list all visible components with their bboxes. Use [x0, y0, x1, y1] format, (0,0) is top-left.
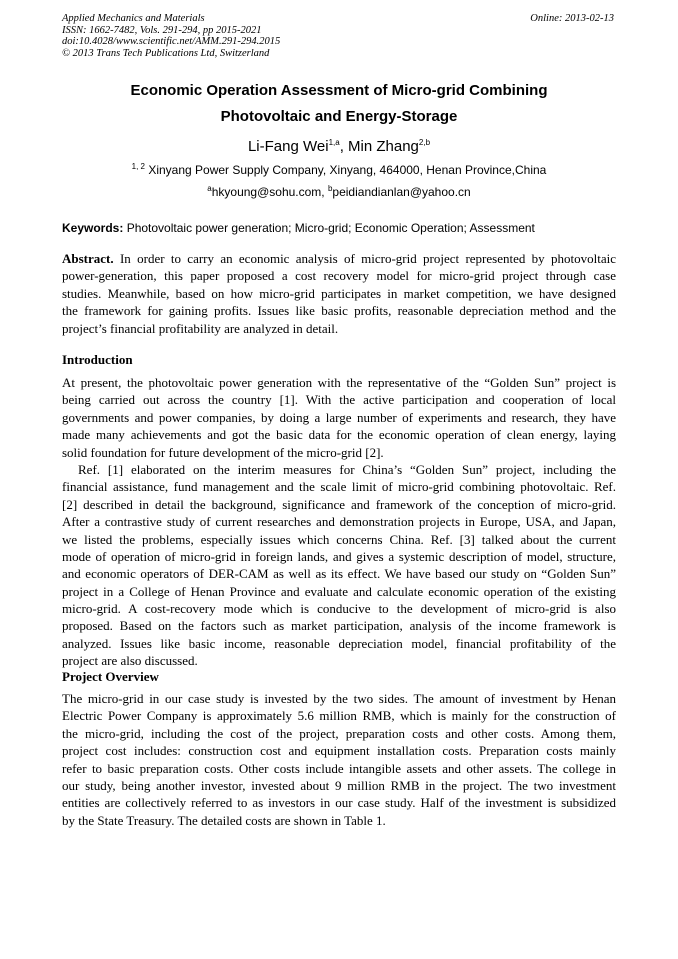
overview-line: our study, being another investor, invested about 9 million RMB in the project. The two investment [62, 777, 616, 793]
intro-line: mode of operation of micro-grid in foreign lands, and gives a systemic description of model, structure, [62, 548, 616, 564]
email-b-marker: b [327, 184, 333, 193]
journal-header [62, 13, 422, 59]
affiliation [62, 162, 616, 178]
author-1-name: Li-Fang Wei [247, 138, 329, 155]
author-2-affil-marker: 2,b [418, 138, 431, 147]
intro-line: solid foundation for future development of the micro-grid [2]. [62, 444, 384, 460]
email-b[interactable]: peidiandianlan@yahoo.cn [332, 185, 471, 199]
affiliation-text: Xinyang Power Supply Company, Xinyang, 464000, Henan Province,China [144, 163, 547, 177]
email-a-marker: a [207, 184, 212, 193]
author-emails [62, 184, 616, 200]
intro-line: being carried out across the country [1]. With the active participation and cooperation of local [62, 392, 616, 408]
intro-line: and economic operators of DER-CAM as well as its effect. We have based our study on “Golden Sun” [62, 566, 616, 582]
journal-name: Applied Mechanics and Materials [62, 13, 205, 24]
abstract-line-text: In order to carry an economic analysis of micro-grid project represented by photovoltaic [113, 251, 616, 266]
intro-line: financial assistance, fund management and the scale limit of micro-grid combining photovoltaic. Ref. [62, 479, 616, 495]
keywords [62, 220, 616, 236]
intro-line: made many achievements and got the basic data for the economic operation of clean energy, laying [62, 427, 616, 443]
issn-line: ISSN: 1662-7482, Vols. 291-294, pp 2015-2021 [62, 24, 262, 36]
paper-title-line-2: Photovoltaic and Energy-Storage [220, 108, 458, 125]
intro-line: we listed the problems, especially issues which concerns China. Ref. [3] talked about the current [62, 531, 616, 547]
abstract-label: Abstract. [62, 251, 114, 266]
overview-line: by the State Treasury. The detailed costs are shown in Table 1. [62, 812, 386, 828]
keywords-text: Photovoltaic power generation; Micro-grid; Economic Operation; Assessment [123, 221, 535, 235]
intro-line: governments and power companies, by doing a large number of experiments and research, they have [62, 409, 616, 425]
overview-line: project cost includes: construction cost and equipment installation costs. Preparation costs mainly [62, 743, 616, 759]
author-2-name: Min Zhang [348, 138, 419, 155]
doi-line[interactable]: doi:10.4028/www.scientific.net/AMM.291-294.2015 [62, 36, 281, 48]
introduction-heading: Introduction [62, 352, 133, 367]
abstract-line [62, 250, 616, 267]
online-date: Online: 2013-02-13 [530, 13, 614, 24]
copyright-line: © 2013 Trans Tech Publications Ltd, Switzerland [62, 47, 270, 59]
abstract [62, 250, 616, 337]
author-list [62, 137, 616, 157]
overview-line: refer to basic preparation costs. Other costs include intangible assets and other assets. The college in [62, 760, 616, 776]
intro-line: Ref. [1] elaborated on the interim measures for China’s “Golden Sun” project, including the [78, 461, 616, 477]
intro-line: project in a College of Henan Province and evaluate and calculate economic operation of the existing [62, 583, 616, 599]
author-separator: , [339, 138, 349, 155]
introduction-body [62, 374, 616, 670]
intro-line: After a contrastive study of current researches and demonstration projects in Europe, USA, and Japan, [62, 514, 616, 530]
abstract-line: power-generation, this paper proposed a cost recovery model for micro-grid project through case [62, 268, 616, 284]
email-a[interactable]: hkyoung@sohu.com, [211, 185, 328, 199]
abstract-line: project’s financial profitability are analyzed in detail. [62, 320, 339, 336]
overview-line: entities are collectively referred to as investors in our case study. Half of the investment is subsidized [62, 795, 616, 811]
intro-line: analyzed. Issues like basic income, reasonable depreciation model, financial profitability of the [62, 635, 616, 651]
author-1-affil-marker: 1,a [328, 138, 340, 147]
overview-line: the micro-grid, including the cost of the project, preparation costs and other costs. Among them, [62, 725, 616, 741]
intro-line: [2] described in detail the background, significance and framework of the conception of micro-grid. [62, 496, 616, 512]
affiliation-marker: 1, 2 [131, 162, 145, 171]
abstract-line: studies. Meanwhile, based on how micro-grid participates in market competition, we have designed [62, 285, 616, 301]
intro-line: At present, the photovoltaic power generation with the representative of the “Golden Sun” project is [62, 375, 616, 390]
intro-line: micro-grid. A cost-recovery mode which is conducive to the development of micro-grid is also [62, 601, 616, 617]
overview-line: Electric Power Company is approximately 5.6 million RMB, which is mainly for the construction of [62, 708, 616, 724]
intro-line: project are also discussed. [62, 653, 198, 669]
project-overview-heading: Project Overview [62, 669, 159, 684]
overview-line: The micro-grid in our case study is invested by the two sides. The amount of investment by Henan [62, 691, 616, 706]
keywords-label: Keywords: [62, 221, 124, 235]
abstract-line: the framework for gaining profits. Issues like basic profits, reasonable depreciation method and the [62, 303, 616, 319]
paper-title-line-1: Economic Operation Assessment of Micro-grid Combining [130, 82, 548, 99]
project-overview-body [62, 690, 616, 829]
intro-line: proposed. Based on the factors such as market participation, analysis of the income framework is [62, 618, 616, 634]
